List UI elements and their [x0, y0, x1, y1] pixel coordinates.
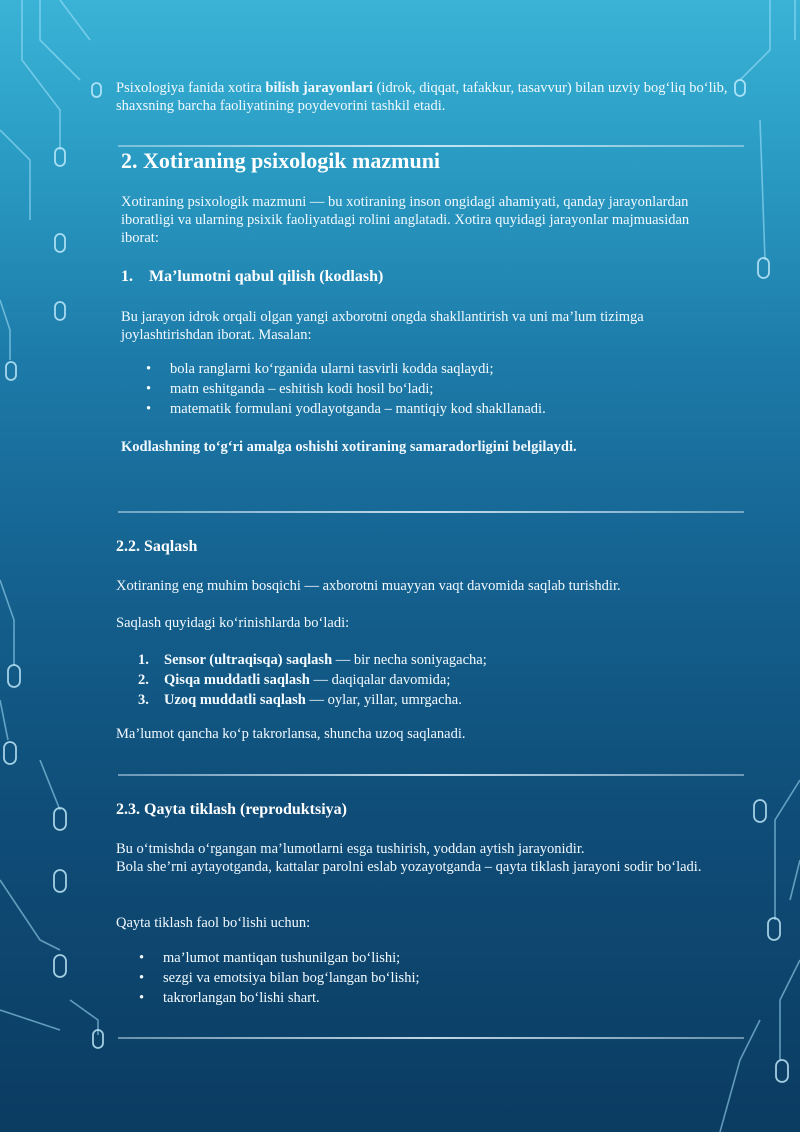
list-item: • bola ranglarni ko‘rganida ularni tasvirli kodda saqlaydi;: [146, 361, 494, 377]
recall-conditions-list: [139, 948, 723, 1008]
section-2-2-paragraph-1: Xotiraning eng muhim bosqichi — axborotni muayyan vaqt davomida saqlab turishdir.: [116, 578, 621, 594]
intro-text-2: (idrok, diqqat, tafakkur, tasavvur) bilan uzviy bog‘liq bo‘lib, shaxsning barcha faoliyatining poydevorini tashkil etadi.: [116, 80, 728, 114]
bullet-icon: •: [139, 990, 145, 1006]
intro-bold-term: bilish jarayonlari: [265, 80, 373, 96]
list-item: 1. Sensor (ultraqisqa) saqlash — bir necha soniyagacha;: [138, 652, 487, 668]
section-2-3-title: 2.3. Qayta tiklash (reproduktsiya): [116, 801, 347, 818]
list-item: • matn eshitganda – eshitish kodi hosil bo‘ladi;: [146, 381, 434, 397]
bullet-icon: •: [139, 970, 145, 986]
section-2-2-paragraph-3: Ma’lumot qancha ko‘p takrorlansa, shuncha uzoq saqlanadi.: [116, 726, 466, 742]
intro-paragraph: [116, 79, 734, 115]
section-2-title: 2. Xotiraning psixologik mazmuni: [121, 148, 441, 173]
list-item: 2. Qisqa muddatli saqlash — daqiqalar davomida;: [138, 672, 451, 688]
section-2-3-paragraph-1: Bu o‘tmishda o‘rgangan ma’lumotlarni esga tushirish, yoddan aytish jarayonidir. Bola she’rni aytayotganda, kattalar parolni eslab yozayotganda – qayta tiklash jarayoni sodir bo‘ladi.: [116, 841, 702, 875]
bullet-icon: •: [146, 361, 152, 377]
divider: [118, 511, 744, 513]
divider: [118, 1037, 744, 1039]
section-2-2-paragraph-2: Saqlash quyidagi ko‘rinishlarda bo‘ladi:: [116, 615, 350, 631]
divider: [118, 774, 744, 776]
subsection-1-number: 1.: [121, 268, 133, 285]
subsection-1-title: Ma’lumotni qabul qilish (kodlash): [149, 268, 384, 285]
section-2-paragraph: Xotiraning psixologik mazmuni — bu xotiraning inson ongidagi ahamiyati, qanday jarayonlardan iboratligi va ularning psixik faoliyatdagi rolini anglatadi. Xotira quyidagi jarayonlar majmuasidan iborat:: [121, 194, 690, 246]
list-item: • matematik formulani yodlayotganda – mantiqiy kod shakllanadi.: [146, 401, 546, 417]
bullet-icon: •: [139, 950, 145, 966]
divider: [118, 145, 744, 147]
encoding-examples-list: [146, 359, 730, 419]
subsection-1-heading: [121, 268, 383, 286]
list-item: 3. Uzoq muddatli saqlash — oylar, yillar, umrgacha.: [138, 692, 462, 708]
list-item: • sezgi va emotsiya bilan bog‘langan bo‘lishi;: [139, 970, 420, 986]
subsection-1-paragraph: Bu jarayon idrok orqali olgan yangi axborotni ongda shakllantirish va uni ma’lum tizimga joylashtirishdan iborat. Masalan:: [121, 309, 644, 343]
bullet-icon: •: [146, 381, 152, 397]
list-item: • ma’lumot mantiqan tushunilgan bo‘lishi;: [139, 950, 401, 966]
section-2-2-title: 2.2. Saqlash: [116, 538, 198, 555]
section-2-3-paragraph-2: Qayta tiklash faol bo‘lishi uchun:: [116, 915, 311, 931]
intro-text-1: Psixologiya fanida xotira: [116, 80, 266, 96]
bullet-icon: •: [146, 401, 152, 417]
list-item: • takrorlangan bo‘lishi shart.: [139, 990, 320, 1006]
encoding-conclusion: Kodlashning to‘g‘ri amalga oshishi xotiraning samaradorligini belgilaydi.: [121, 439, 577, 455]
storage-types-list: [138, 650, 724, 710]
